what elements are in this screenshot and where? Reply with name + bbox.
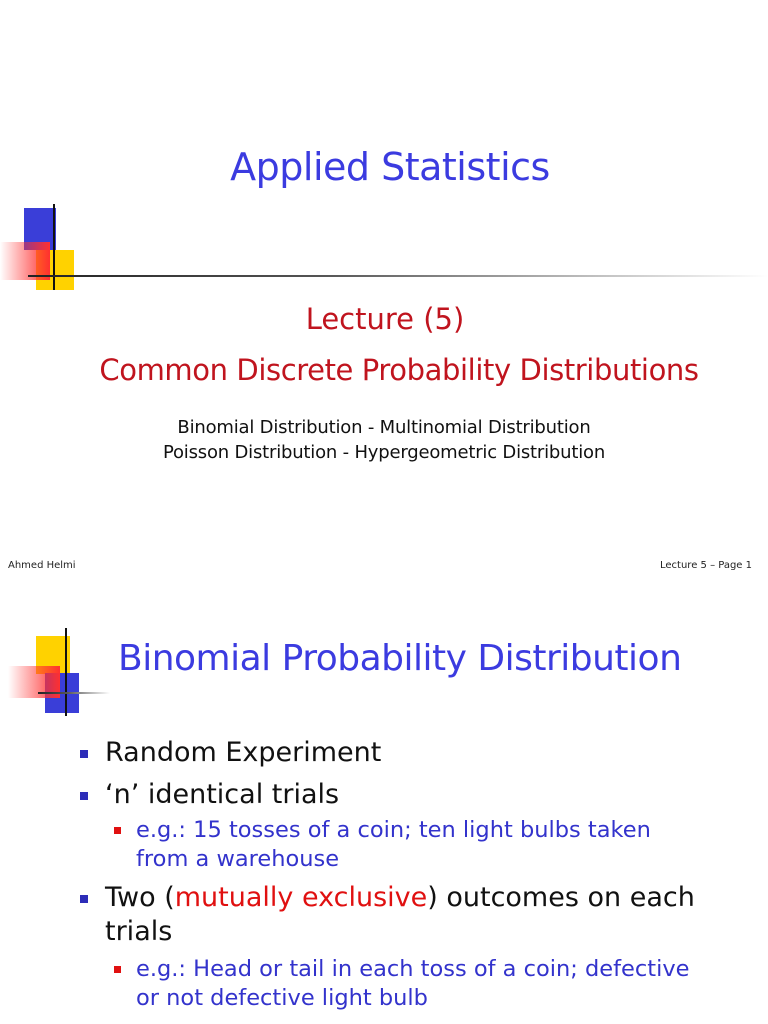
bullet-text: Two (mutually exclusive) outcomes on each	[105, 882, 695, 913]
bullet-text: trials	[105, 916, 173, 947]
topic-line: Binomial Distribution - Multinomial Distribution	[177, 417, 591, 438]
slide-title: Binomial Probability Distribution	[118, 638, 682, 679]
content-slide	[0, 598, 768, 1024]
sub-bullet-text: from a warehouse	[136, 846, 340, 872]
bullet-square-icon	[80, 792, 88, 800]
bullet-square-icon	[80, 750, 88, 758]
slide-logo-icon	[0, 200, 768, 295]
lecture-subtitle: Common Discrete Probability Distributions	[99, 353, 699, 387]
bullet-square-icon	[80, 895, 88, 903]
lecture-number: Lecture (5)	[305, 302, 465, 336]
slide-title: Applied Statistics	[230, 145, 550, 189]
topic-line: Poisson Distribution - Hypergeometric Distribution	[162, 442, 606, 463]
bullet-square-icon	[114, 966, 121, 973]
sub-bullet-text: e.g.: 15 tosses of a coin; ten light bulbs taken	[136, 817, 651, 843]
sub-bullet-text: or not defective light bulb	[136, 985, 428, 1011]
slide-logo-icon	[0, 628, 110, 718]
highlight-text: mutually exclusive	[174, 882, 428, 913]
footer-author: Ahmed Helmi	[8, 560, 76, 571]
footer-page-number: Lecture 5 – Page 1	[660, 560, 752, 571]
bullet-square-icon	[114, 827, 121, 834]
sub-bullet-text: e.g.: Head or tail in each toss of a coin; defective	[136, 956, 690, 982]
bullet-text: Random Experiment	[105, 737, 382, 768]
bullet-text: ‘n’ identical trials	[105, 779, 340, 810]
